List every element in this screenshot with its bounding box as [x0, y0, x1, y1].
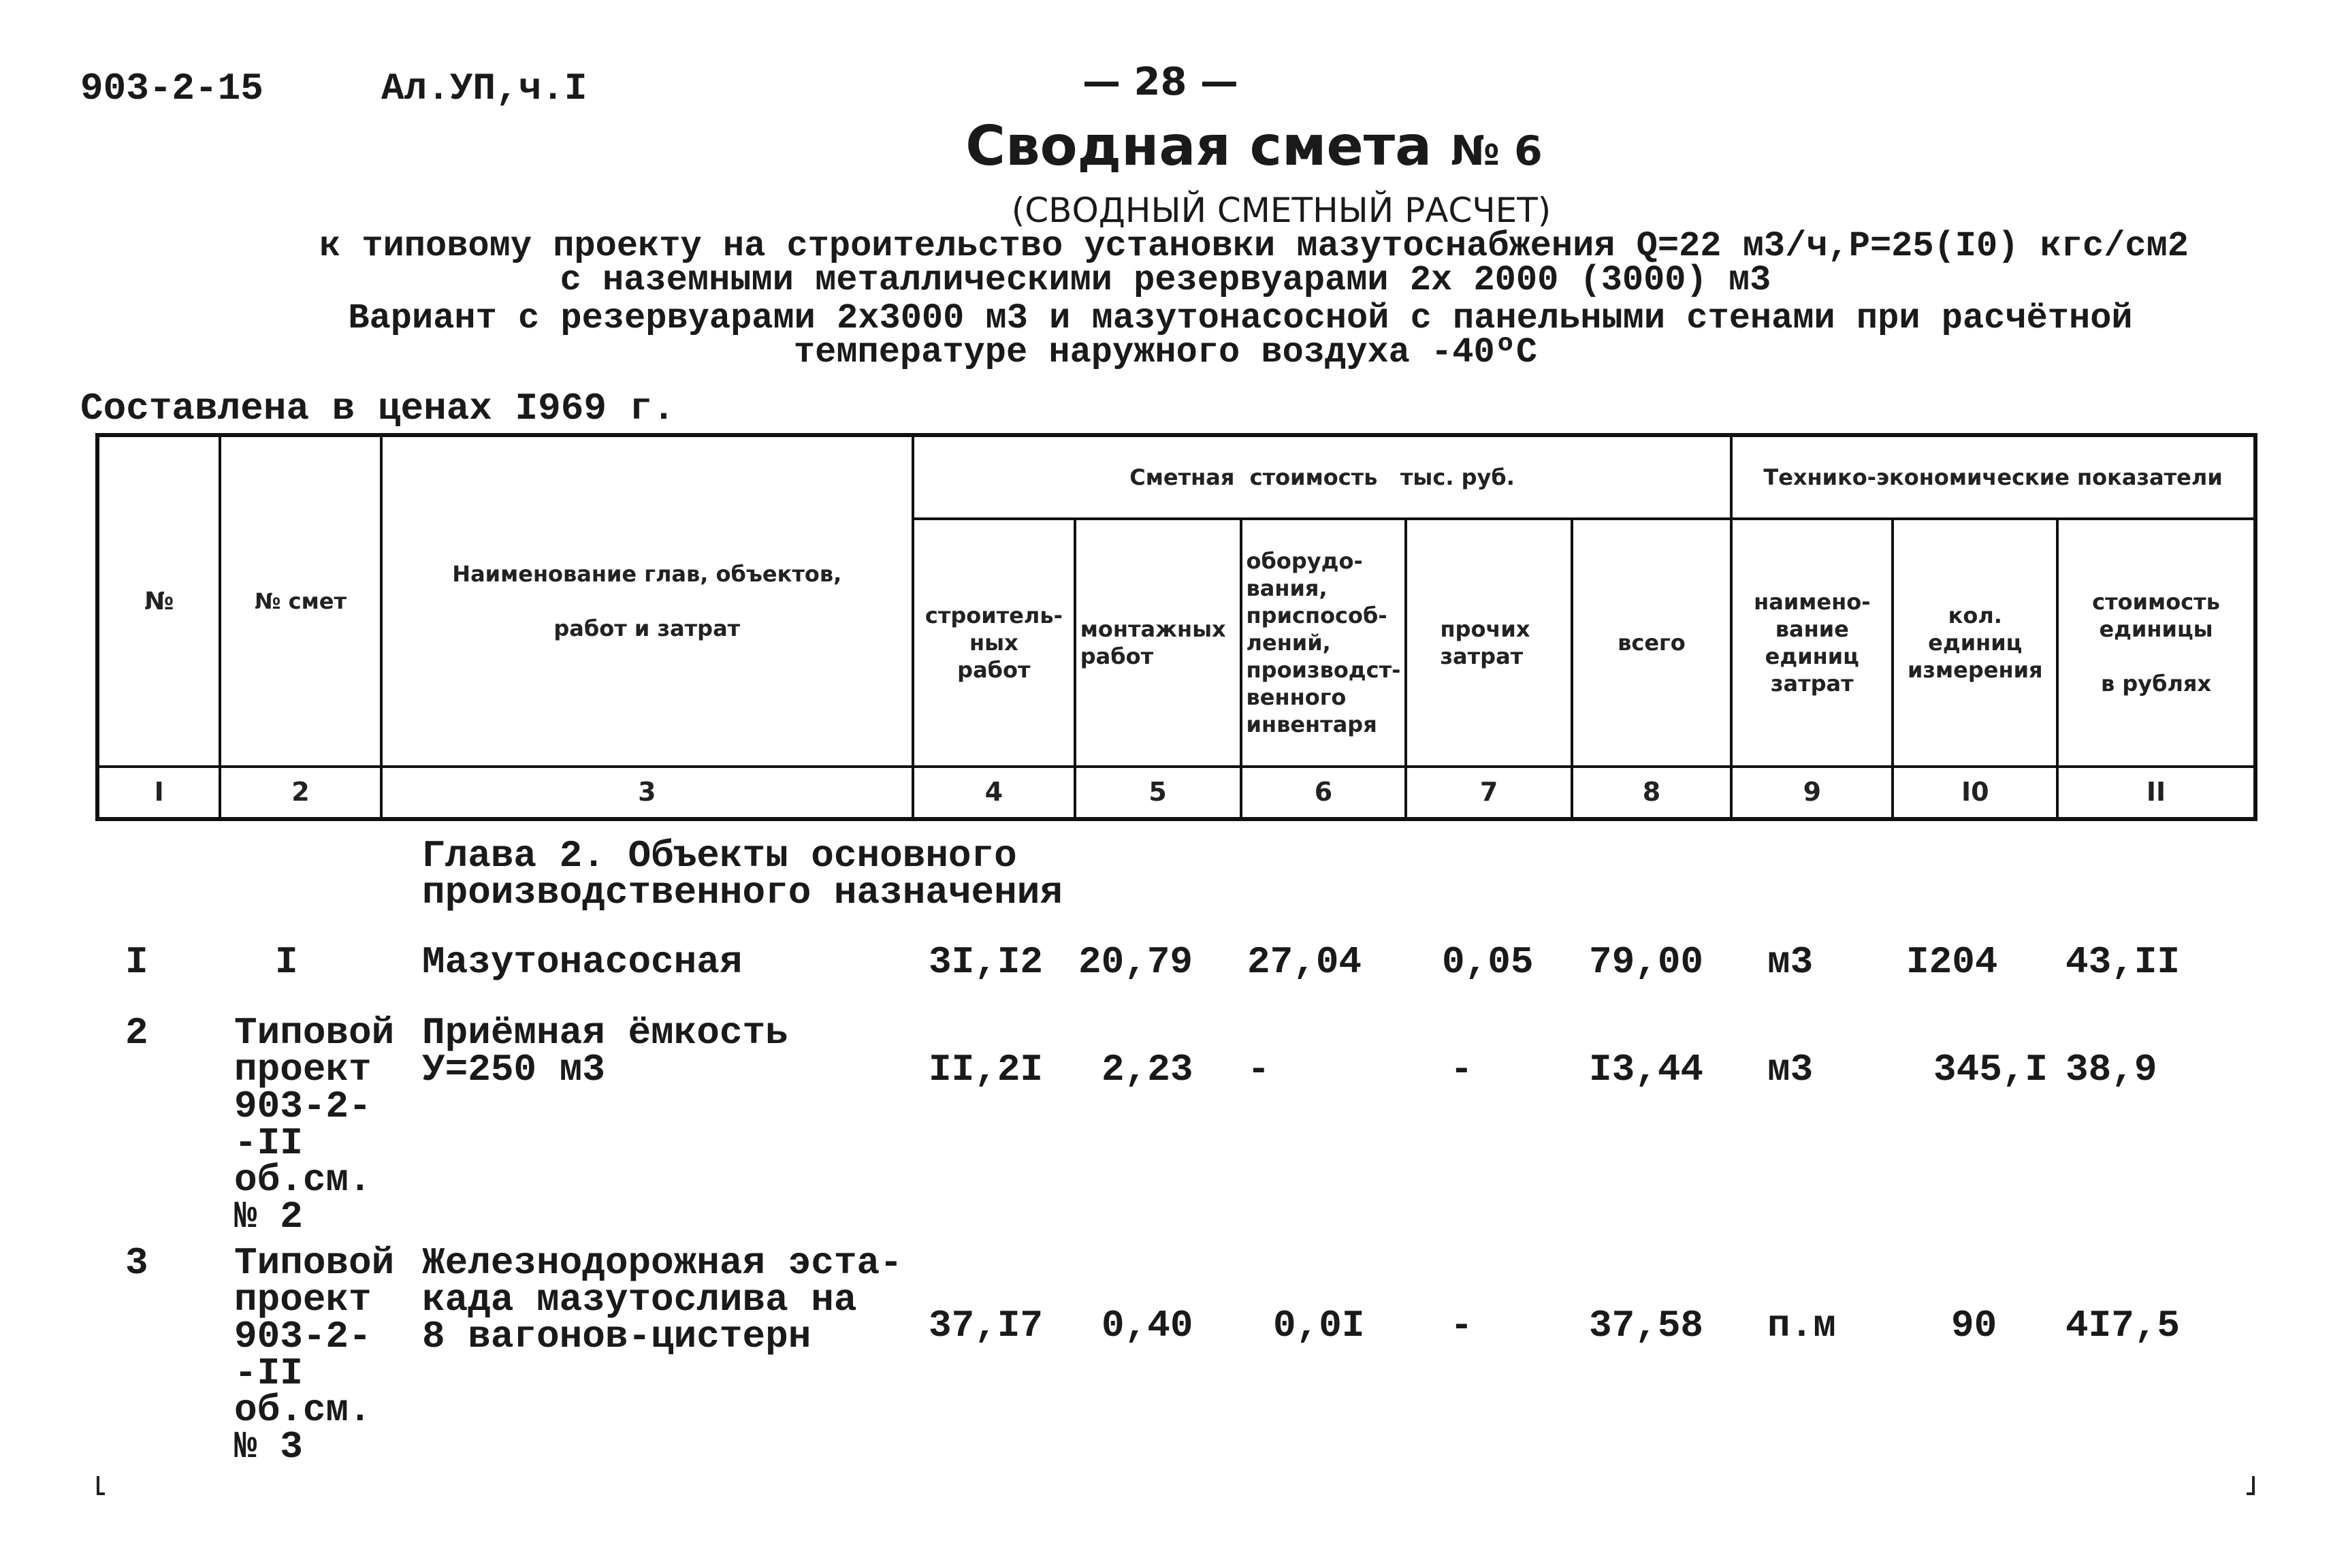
row-quantity: I204 — [1906, 940, 1998, 984]
row-name: Мазутонасосная — [422, 940, 743, 984]
row-equipment: - — [1247, 1048, 1270, 1091]
column-number: 2 — [220, 767, 381, 819]
album-reference: Ал.УП,ч.I — [381, 67, 588, 110]
description-line-2: с наземными металлическими резервуарами 2х 2000 (3000) м3 — [560, 260, 1771, 300]
row-construction: 3I,I2 — [929, 940, 1044, 984]
row-quantity: 90 — [1951, 1304, 1997, 1347]
row-equipment: 27,04 — [1247, 940, 1362, 984]
row-unit-cost: 4I7,5 — [2065, 1304, 2181, 1347]
column-number: 6 — [1241, 767, 1406, 819]
row-unit: п.м — [1767, 1304, 1836, 1347]
chapter-heading: Глава 2. Объекты основного производственного назначения — [422, 834, 1063, 914]
header-col-name: Наименование глав, объектов, работ и затрат — [381, 435, 913, 767]
estimate-table-header — [95, 433, 2257, 821]
row-estimate: Типовой проект 903-2- -II об.см. № 3 — [234, 1241, 395, 1469]
row-installation: 20,79 — [1078, 940, 1193, 984]
row-installation: 2,23 — [1102, 1048, 1193, 1091]
description-line-1: к типовому проекту на строительство установки мазутоснабжения Q=22 м3/ч,P=25(I0) кгс/см2 — [319, 226, 2189, 266]
row-number: I — [125, 940, 148, 984]
column-number: 8 — [1572, 767, 1731, 819]
header-group-cost: Сметная стоимость тыс. руб. — [913, 435, 1731, 519]
row-other: - — [1450, 1304, 1473, 1347]
header-col-quantity: кол. единиц измерения — [1893, 519, 2057, 767]
page-title — [0, 114, 2331, 178]
column-number: 9 — [1731, 767, 1893, 819]
description-line-4: температуре наружного воздуха -40ºС — [793, 332, 1538, 372]
row-name: Железнодорожная эста- када мазутослива на 8 вагонов-цистерн — [422, 1241, 903, 1358]
description-line-3: Вариант с резервуарами 2х3000 м3 и мазутонасосной с панельными стенами при расчётной — [348, 298, 2133, 338]
row-name: Приёмная ёмкость У=250 м3 — [422, 1011, 788, 1091]
header-col-installation: монтажных работ — [1075, 519, 1241, 767]
row-estimate: Типовой проект 903-2- -II об.см. № 2 — [234, 1011, 395, 1238]
header-col-construction: строитель- ных работ — [913, 519, 1075, 767]
row-other: - — [1450, 1048, 1473, 1091]
row-quantity: 345,I — [1933, 1048, 2048, 1091]
prices-note: Составлена в ценах I969 г. — [80, 387, 675, 430]
row-unit: м3 — [1767, 940, 1814, 984]
page-subtitle: (СВОДНЫЙ СМЕТНЫЙ РАСЧЕТ) — [1011, 191, 1552, 230]
page-number: — 28 — — [1082, 60, 1238, 104]
row-number: 3 — [125, 1241, 148, 1285]
document-code: 903-2-15 — [80, 67, 263, 110]
column-number: II — [2057, 767, 2255, 819]
header-group-tech: Технико-экономические показатели — [1731, 435, 2255, 519]
row-number: 2 — [125, 1011, 148, 1055]
row-equipment: 0,0I — [1273, 1304, 1365, 1347]
row-total: 37,58 — [1589, 1304, 1704, 1347]
title-text: Сводная смета — [965, 114, 1432, 178]
row-construction: II,2I — [929, 1048, 1044, 1091]
row-other: 0,05 — [1442, 940, 1534, 984]
header-col-unit-cost: стоимость единицы в рублях — [2057, 519, 2255, 767]
row-unit-cost: 38,9 — [2065, 1048, 2157, 1091]
header-col-unit: наимено- вание единиц затрат — [1731, 519, 1893, 767]
header-col-estimate-no: № смет — [220, 435, 381, 767]
column-number: I0 — [1893, 767, 2057, 819]
header-col-total: всего — [1572, 519, 1731, 767]
row-total: 79,00 — [1589, 940, 1704, 984]
header-col-no: № — [97, 435, 220, 767]
row-total: I3,44 — [1589, 1048, 1704, 1091]
row-estimate: I — [275, 940, 298, 984]
row-installation: 0,40 — [1102, 1304, 1193, 1347]
column-number: 5 — [1075, 767, 1241, 819]
crop-mark-right — [2247, 1476, 2255, 1495]
row-construction: 37,I7 — [929, 1304, 1044, 1347]
column-number: 3 — [381, 767, 913, 819]
row-unit: м3 — [1767, 1048, 1814, 1091]
crop-mark-left — [97, 1476, 105, 1495]
row-unit-cost: 43,II — [2065, 940, 2181, 984]
header-col-equipment: оборудо- вания, приспособ- лений, производст- венного инвентаря — [1241, 519, 1406, 767]
title-number: № 6 — [1450, 127, 1543, 175]
column-number: I — [97, 767, 220, 819]
column-number: 4 — [913, 767, 1075, 819]
column-number: 7 — [1406, 767, 1571, 819]
header-col-other: прочих затрат — [1406, 519, 1571, 767]
